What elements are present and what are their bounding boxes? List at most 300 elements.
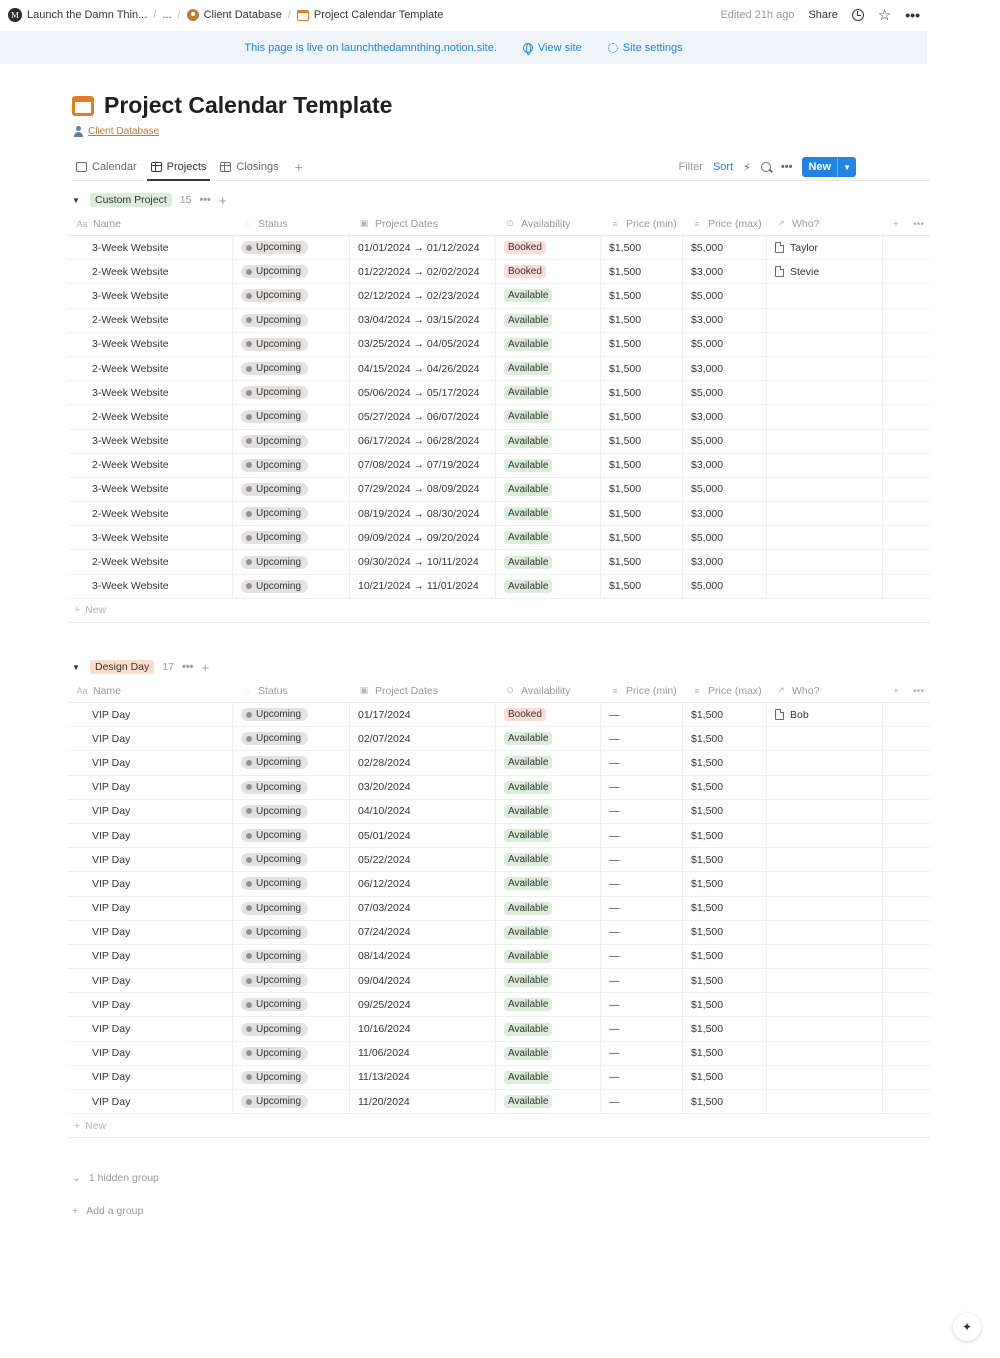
cell-price-min[interactable]: — (601, 848, 683, 871)
cell-project-dates[interactable]: 05/06/2024 → 05/17/2024 (350, 381, 496, 404)
cell-status[interactable] (233, 333, 350, 356)
cell-status[interactable] (233, 848, 350, 871)
cell-project-dates[interactable]: 04/10/2024 (350, 800, 496, 823)
cell-project-dates[interactable]: 07/08/2024 → 07/19/2024 (350, 454, 496, 477)
cell-who[interactable] (767, 727, 883, 750)
cell-price-max[interactable]: $1,500 (683, 727, 767, 750)
tab-projects[interactable] (147, 153, 211, 180)
cell-price-min[interactable]: $1,500 (601, 575, 683, 598)
table-row[interactable] (68, 727, 930, 751)
cell-project-dates[interactable]: 01/01/2024 → 01/12/2024 (350, 236, 496, 259)
cell-price-max[interactable]: $3,000 (683, 405, 767, 428)
cell-availability[interactable] (496, 430, 601, 453)
cell-who[interactable] (767, 575, 883, 598)
ai-sparkle-button[interactable]: ✦ (953, 1313, 981, 1341)
cell-availability[interactable] (496, 333, 601, 356)
cell-price-min[interactable]: $1,500 (601, 454, 683, 477)
cell-price-max[interactable]: $1,500 (683, 897, 767, 920)
cell-name[interactable]: VIP Day (68, 993, 233, 1016)
cell-status[interactable] (233, 872, 350, 895)
cell-status[interactable] (233, 1066, 350, 1089)
cell-status[interactable] (233, 703, 350, 726)
cell-price-max[interactable]: $5,000 (683, 381, 767, 404)
table-row[interactable] (68, 454, 930, 478)
column-header-name[interactable] (68, 212, 233, 235)
cell-price-min[interactable]: — (601, 703, 683, 726)
cell-price-max[interactable]: $1,500 (683, 776, 767, 799)
cell-name[interactable]: 2-Week Website (68, 405, 233, 428)
table-row[interactable] (68, 824, 930, 848)
add-view-plus-icon[interactable]: + (294, 158, 303, 175)
cell-price-min[interactable]: $1,500 (601, 381, 683, 404)
cell-project-dates[interactable]: 03/04/2024 → 03/15/2024 (350, 309, 496, 332)
caret-down-icon[interactable]: ▼ (72, 195, 80, 205)
cell-name[interactable]: VIP Day (68, 1017, 233, 1040)
cell-who[interactable] (767, 236, 883, 259)
cell-name[interactable]: VIP Day (68, 921, 233, 944)
cell-who[interactable] (767, 848, 883, 871)
cell-status[interactable] (233, 945, 350, 968)
cell-who[interactable] (767, 897, 883, 920)
group-more-icon[interactable]: ••• (181, 661, 194, 673)
table-row[interactable] (68, 751, 930, 775)
new-button[interactable] (802, 157, 856, 177)
cell-name[interactable]: VIP Day (68, 776, 233, 799)
table-row[interactable] (68, 284, 930, 308)
cell-price-min[interactable]: — (601, 897, 683, 920)
tab-calendar[interactable] (72, 153, 141, 180)
add-column-plus-icon[interactable]: + (892, 217, 899, 230)
site-settings-link[interactable] (608, 42, 683, 54)
cell-who[interactable] (767, 921, 883, 944)
cell-project-dates[interactable]: 06/17/2024 → 06/28/2024 (350, 430, 496, 453)
cell-name[interactable]: 2-Week Website (68, 502, 233, 525)
cell-availability[interactable] (496, 357, 601, 380)
cell-who[interactable] (767, 260, 883, 283)
cell-project-dates[interactable]: 02/28/2024 (350, 751, 496, 774)
cell-who[interactable] (767, 872, 883, 895)
cell-price-max[interactable]: $1,500 (683, 1017, 767, 1040)
cell-price-max[interactable]: $3,000 (683, 260, 767, 283)
cell-name[interactable]: VIP Day (68, 945, 233, 968)
cell-who[interactable] (767, 381, 883, 404)
cell-who[interactable] (767, 454, 883, 477)
new-row-button[interactable] (68, 599, 930, 623)
table-row[interactable] (68, 776, 930, 800)
cell-price-min[interactable]: $1,500 (601, 526, 683, 549)
chevron-down-icon[interactable]: ▼ (837, 157, 856, 177)
cell-project-dates[interactable]: 09/04/2024 (350, 969, 496, 992)
cell-status[interactable] (233, 357, 350, 380)
filter-button[interactable]: Filter (678, 161, 703, 173)
cell-availability[interactable] (496, 1042, 601, 1065)
cell-who[interactable] (767, 993, 883, 1016)
star-icon[interactable]: ☆ (877, 6, 892, 24)
column-header-who[interactable] (767, 212, 883, 235)
cell-price-min[interactable]: — (601, 945, 683, 968)
cell-price-max[interactable]: $5,000 (683, 430, 767, 453)
cell-status[interactable] (233, 897, 350, 920)
cell-project-dates[interactable]: 02/12/2024 → 02/23/2024 (350, 284, 496, 307)
cell-price-min[interactable]: — (601, 1066, 683, 1089)
cell-who[interactable] (767, 526, 883, 549)
cell-price-max[interactable]: $1,500 (683, 945, 767, 968)
cell-project-dates[interactable]: 11/20/2024 (350, 1090, 496, 1113)
cell-project-dates[interactable]: 05/22/2024 (350, 848, 496, 871)
table-row[interactable] (68, 703, 930, 727)
table-row[interactable] (68, 1042, 930, 1066)
cell-name[interactable]: VIP Day (68, 969, 233, 992)
cell-availability[interactable] (496, 1066, 601, 1089)
cell-project-dates[interactable]: 01/22/2024 → 02/02/2024 (350, 260, 496, 283)
tab-closings[interactable] (216, 153, 282, 180)
group-plus-icon[interactable]: + (201, 659, 210, 675)
cell-price-max[interactable]: $5,000 (683, 236, 767, 259)
cell-project-dates[interactable]: 10/16/2024 (350, 1017, 496, 1040)
cell-status[interactable] (233, 575, 350, 598)
cell-who[interactable] (767, 1017, 883, 1040)
table-row[interactable] (68, 550, 930, 574)
cell-project-dates[interactable]: 08/19/2024 → 08/30/2024 (350, 502, 496, 525)
who-relation[interactable] (775, 709, 809, 721)
cell-availability[interactable] (496, 945, 601, 968)
cell-who[interactable] (767, 945, 883, 968)
cell-status[interactable] (233, 260, 350, 283)
cell-name[interactable]: 3-Week Website (68, 236, 233, 259)
cell-availability[interactable] (496, 800, 601, 823)
cell-price-min[interactable]: — (601, 800, 683, 823)
page-title[interactable]: Project Calendar Template (104, 92, 393, 118)
table-row[interactable] (68, 430, 930, 454)
cell-status[interactable] (233, 526, 350, 549)
cell-name[interactable]: 2-Week Website (68, 454, 233, 477)
cell-project-dates[interactable]: 08/14/2024 (350, 945, 496, 968)
table-row[interactable] (68, 381, 930, 405)
cell-price-min[interactable]: — (601, 776, 683, 799)
cell-who[interactable] (767, 800, 883, 823)
cell-price-min[interactable]: $1,500 (601, 550, 683, 573)
caret-down-icon[interactable]: ▼ (72, 662, 80, 672)
cell-status[interactable] (233, 824, 350, 847)
cell-project-dates[interactable]: 07/24/2024 (350, 921, 496, 944)
group-plus-icon[interactable]: + (219, 192, 227, 208)
cell-name[interactable]: 3-Week Website (68, 430, 233, 453)
cell-price-max[interactable]: $3,000 (683, 357, 767, 380)
cell-who[interactable] (767, 478, 883, 501)
cell-price-max[interactable]: $3,000 (683, 454, 767, 477)
cell-status[interactable] (233, 502, 350, 525)
table-row[interactable] (68, 1066, 930, 1090)
cell-availability[interactable] (496, 727, 601, 750)
cell-status[interactable] (233, 381, 350, 404)
table-row[interactable] (68, 333, 930, 357)
new-row-button[interactable] (68, 1114, 930, 1138)
cell-project-dates[interactable]: 09/25/2024 (350, 993, 496, 1016)
add-column-plus-icon[interactable]: + (892, 684, 899, 697)
cell-who[interactable] (767, 430, 883, 453)
cell-project-dates[interactable]: 03/20/2024 (350, 776, 496, 799)
cell-status[interactable] (233, 1017, 350, 1040)
column-header-status[interactable] (233, 679, 350, 702)
cell-price-min[interactable]: — (601, 872, 683, 895)
cell-status[interactable] (233, 405, 350, 428)
cell-availability[interactable] (496, 526, 601, 549)
cell-name[interactable]: 2-Week Website (68, 309, 233, 332)
cell-price-min[interactable]: $1,500 (601, 284, 683, 307)
cell-status[interactable] (233, 1090, 350, 1113)
page-calendar-icon[interactable] (72, 96, 94, 116)
cell-project-dates[interactable]: 10/21/2024 → 11/01/2024 (350, 575, 496, 598)
table-row[interactable] (68, 236, 930, 260)
cell-status[interactable] (233, 776, 350, 799)
cell-who[interactable] (767, 309, 883, 332)
cell-availability[interactable] (496, 776, 601, 799)
cell-who[interactable] (767, 502, 883, 525)
column-header-availability[interactable] (496, 212, 601, 235)
cell-price-max[interactable]: $1,500 (683, 824, 767, 847)
cell-availability[interactable] (496, 921, 601, 944)
cell-name[interactable]: 2-Week Website (68, 357, 233, 380)
cell-price-max[interactable]: $1,500 (683, 872, 767, 895)
column-header-price_max[interactable] (683, 212, 767, 235)
cell-availability[interactable] (496, 478, 601, 501)
column-header-dates[interactable] (350, 212, 496, 235)
view-site-link[interactable] (523, 42, 582, 54)
column-header-availability[interactable] (496, 679, 601, 702)
cell-price-max[interactable]: $1,500 (683, 921, 767, 944)
column-more-icon[interactable]: ••• (912, 684, 924, 697)
search-icon[interactable] (761, 162, 771, 172)
cell-project-dates[interactable]: 11/13/2024 (350, 1066, 496, 1089)
cell-price-max[interactable]: $5,000 (683, 333, 767, 356)
table-row[interactable] (68, 897, 930, 921)
view-more-icon[interactable]: ••• (780, 161, 793, 173)
cell-name[interactable]: 3-Week Website (68, 381, 233, 404)
cell-price-max[interactable]: $3,000 (683, 550, 767, 573)
cell-price-min[interactable]: — (601, 1017, 683, 1040)
cell-status[interactable] (233, 284, 350, 307)
cell-price-max[interactable]: $5,000 (683, 526, 767, 549)
cell-price-min[interactable]: — (601, 921, 683, 944)
cell-who[interactable] (767, 1066, 883, 1089)
cell-availability[interactable] (496, 1017, 601, 1040)
breadcrumb-ellipsis[interactable]: ... (162, 9, 172, 21)
cell-price-max[interactable]: $5,000 (683, 575, 767, 598)
cell-project-dates[interactable]: 09/09/2024 → 09/20/2024 (350, 526, 496, 549)
cell-price-max[interactable]: $3,000 (683, 502, 767, 525)
cell-availability[interactable] (496, 703, 601, 726)
hidden-group-toggle[interactable] (72, 1172, 159, 1184)
cell-price-min[interactable]: — (601, 751, 683, 774)
cell-who[interactable] (767, 405, 883, 428)
cell-price-min[interactable]: $1,500 (601, 405, 683, 428)
group-more-icon[interactable]: ••• (199, 194, 212, 206)
cell-price-max[interactable]: $1,500 (683, 1042, 767, 1065)
group-tag[interactable]: Custom Project (90, 193, 172, 207)
cell-availability[interactable] (496, 969, 601, 992)
automation-bolt-icon[interactable]: ⚡ (743, 161, 751, 174)
cell-status[interactable] (233, 236, 350, 259)
cell-status[interactable] (233, 921, 350, 944)
column-header-status[interactable] (233, 212, 350, 235)
table-row[interactable] (68, 502, 930, 526)
table-row[interactable] (68, 848, 930, 872)
table-row[interactable] (68, 478, 930, 502)
cell-status[interactable] (233, 550, 350, 573)
who-relation[interactable] (775, 266, 819, 278)
column-more-icon[interactable]: ••• (912, 217, 924, 230)
cell-price-max[interactable]: $5,000 (683, 478, 767, 501)
cell-name[interactable]: VIP Day (68, 1066, 233, 1089)
table-row[interactable] (68, 260, 930, 284)
cell-who[interactable] (767, 751, 883, 774)
cell-project-dates[interactable]: 03/25/2024 → 04/05/2024 (350, 333, 496, 356)
cell-name[interactable]: 3-Week Website (68, 333, 233, 356)
breadcrumb-client-database[interactable] (187, 9, 282, 21)
cell-name[interactable]: VIP Day (68, 800, 233, 823)
cell-project-dates[interactable]: 07/03/2024 (350, 897, 496, 920)
cell-price-min[interactable]: $1,500 (601, 478, 683, 501)
cell-price-min[interactable]: — (601, 1090, 683, 1113)
table-row[interactable] (68, 993, 930, 1017)
table-row[interactable] (68, 945, 930, 969)
table-row[interactable] (68, 921, 930, 945)
cell-availability[interactable] (496, 575, 601, 598)
cell-status[interactable] (233, 993, 350, 1016)
table-row[interactable] (68, 872, 930, 896)
cell-price-min[interactable]: $1,500 (601, 333, 683, 356)
cell-price-max[interactable]: $1,500 (683, 993, 767, 1016)
cell-price-min[interactable]: — (601, 727, 683, 750)
cell-availability[interactable] (496, 405, 601, 428)
cell-price-max[interactable]: $1,500 (683, 800, 767, 823)
cell-availability[interactable] (496, 1090, 601, 1113)
cell-availability[interactable] (496, 236, 601, 259)
breadcrumb-current-page[interactable] (297, 9, 443, 21)
cell-status[interactable] (233, 800, 350, 823)
group-tag[interactable]: Design Day (90, 660, 154, 674)
cell-status[interactable] (233, 1042, 350, 1065)
column-header-price_min[interactable] (601, 212, 683, 235)
table-row[interactable] (68, 1017, 930, 1041)
cell-name[interactable]: 3-Week Website (68, 284, 233, 307)
cell-price-min[interactable]: — (601, 824, 683, 847)
cell-availability[interactable] (496, 751, 601, 774)
cell-name[interactable]: 3-Week Website (68, 478, 233, 501)
cell-who[interactable] (767, 357, 883, 380)
cell-status[interactable] (233, 478, 350, 501)
cell-price-min[interactable]: $1,500 (601, 430, 683, 453)
add-group-button[interactable] (72, 1205, 143, 1217)
table-row[interactable] (68, 575, 930, 599)
cell-who[interactable] (767, 284, 883, 307)
cell-status[interactable] (233, 751, 350, 774)
cell-price-max[interactable]: $1,500 (683, 1090, 767, 1113)
client-database-link[interactable] (73, 126, 159, 137)
cell-price-min[interactable]: $1,500 (601, 357, 683, 380)
cell-name[interactable]: VIP Day (68, 848, 233, 871)
table-row[interactable] (68, 800, 930, 824)
cell-price-max[interactable]: $1,500 (683, 751, 767, 774)
cell-name[interactable]: VIP Day (68, 897, 233, 920)
table-row[interactable] (68, 309, 930, 333)
cell-availability[interactable] (496, 824, 601, 847)
cell-price-max[interactable]: $1,500 (683, 703, 767, 726)
cell-project-dates[interactable]: 09/30/2024 → 10/11/2024 (350, 550, 496, 573)
cell-status[interactable] (233, 454, 350, 477)
more-icon[interactable]: ••• (905, 7, 920, 23)
cell-project-dates[interactable]: 11/06/2024 (350, 1042, 496, 1065)
cell-who[interactable] (767, 550, 883, 573)
cell-availability[interactable] (496, 550, 601, 573)
cell-project-dates[interactable]: 06/12/2024 (350, 872, 496, 895)
cell-availability[interactable] (496, 381, 601, 404)
column-header-price_max[interactable] (683, 679, 767, 702)
cell-name[interactable]: VIP Day (68, 824, 233, 847)
cell-name[interactable]: VIP Day (68, 872, 233, 895)
cell-name[interactable]: 3-Week Website (68, 526, 233, 549)
cell-price-min[interactable]: — (601, 993, 683, 1016)
cell-name[interactable]: VIP Day (68, 1090, 233, 1113)
cell-price-max[interactable]: $5,000 (683, 284, 767, 307)
column-header-dates[interactable] (350, 679, 496, 702)
cell-availability[interactable] (496, 284, 601, 307)
cell-price-min[interactable]: $1,500 (601, 236, 683, 259)
cell-project-dates[interactable]: 02/07/2024 (350, 727, 496, 750)
cell-status[interactable] (233, 727, 350, 750)
clock-icon[interactable] (852, 9, 864, 21)
cell-price-min[interactable]: — (601, 969, 683, 992)
share-button[interactable]: Share (808, 9, 838, 21)
cell-availability[interactable] (496, 454, 601, 477)
cell-name[interactable]: VIP Day (68, 751, 233, 774)
cell-availability[interactable] (496, 260, 601, 283)
cell-who[interactable] (767, 1090, 883, 1113)
cell-availability[interactable] (496, 993, 601, 1016)
cell-name[interactable]: VIP Day (68, 703, 233, 726)
cell-name[interactable]: 2-Week Website (68, 260, 233, 283)
cell-price-max[interactable]: $1,500 (683, 969, 767, 992)
cell-who[interactable] (767, 824, 883, 847)
cell-name[interactable]: VIP Day (68, 727, 233, 750)
cell-who[interactable] (767, 776, 883, 799)
breadcrumb-workspace[interactable] (8, 8, 147, 22)
cell-project-dates[interactable]: 07/29/2024 → 08/09/2024 (350, 478, 496, 501)
cell-price-max[interactable]: $1,500 (683, 1066, 767, 1089)
cell-project-dates[interactable]: 05/27/2024 → 06/07/2024 (350, 405, 496, 428)
table-row[interactable] (68, 526, 930, 550)
cell-availability[interactable] (496, 502, 601, 525)
cell-price-min[interactable]: $1,500 (601, 260, 683, 283)
cell-project-dates[interactable]: 04/15/2024 → 04/26/2024 (350, 357, 496, 380)
who-relation[interactable] (775, 242, 818, 254)
cell-price-min[interactable]: $1,500 (601, 502, 683, 525)
cell-project-dates[interactable]: 01/17/2024 (350, 703, 496, 726)
table-row[interactable] (68, 1090, 930, 1114)
cell-name[interactable]: VIP Day (68, 1042, 233, 1065)
cell-availability[interactable] (496, 848, 601, 871)
cell-who[interactable] (767, 969, 883, 992)
cell-status[interactable] (233, 969, 350, 992)
table-row[interactable] (68, 357, 930, 381)
column-header-who[interactable] (767, 679, 883, 702)
cell-price-max[interactable]: $3,000 (683, 309, 767, 332)
column-header-price_min[interactable] (601, 679, 683, 702)
cell-price-max[interactable]: $1,500 (683, 848, 767, 871)
cell-availability[interactable] (496, 872, 601, 895)
cell-name[interactable]: 2-Week Website (68, 550, 233, 573)
cell-price-min[interactable]: $1,500 (601, 309, 683, 332)
